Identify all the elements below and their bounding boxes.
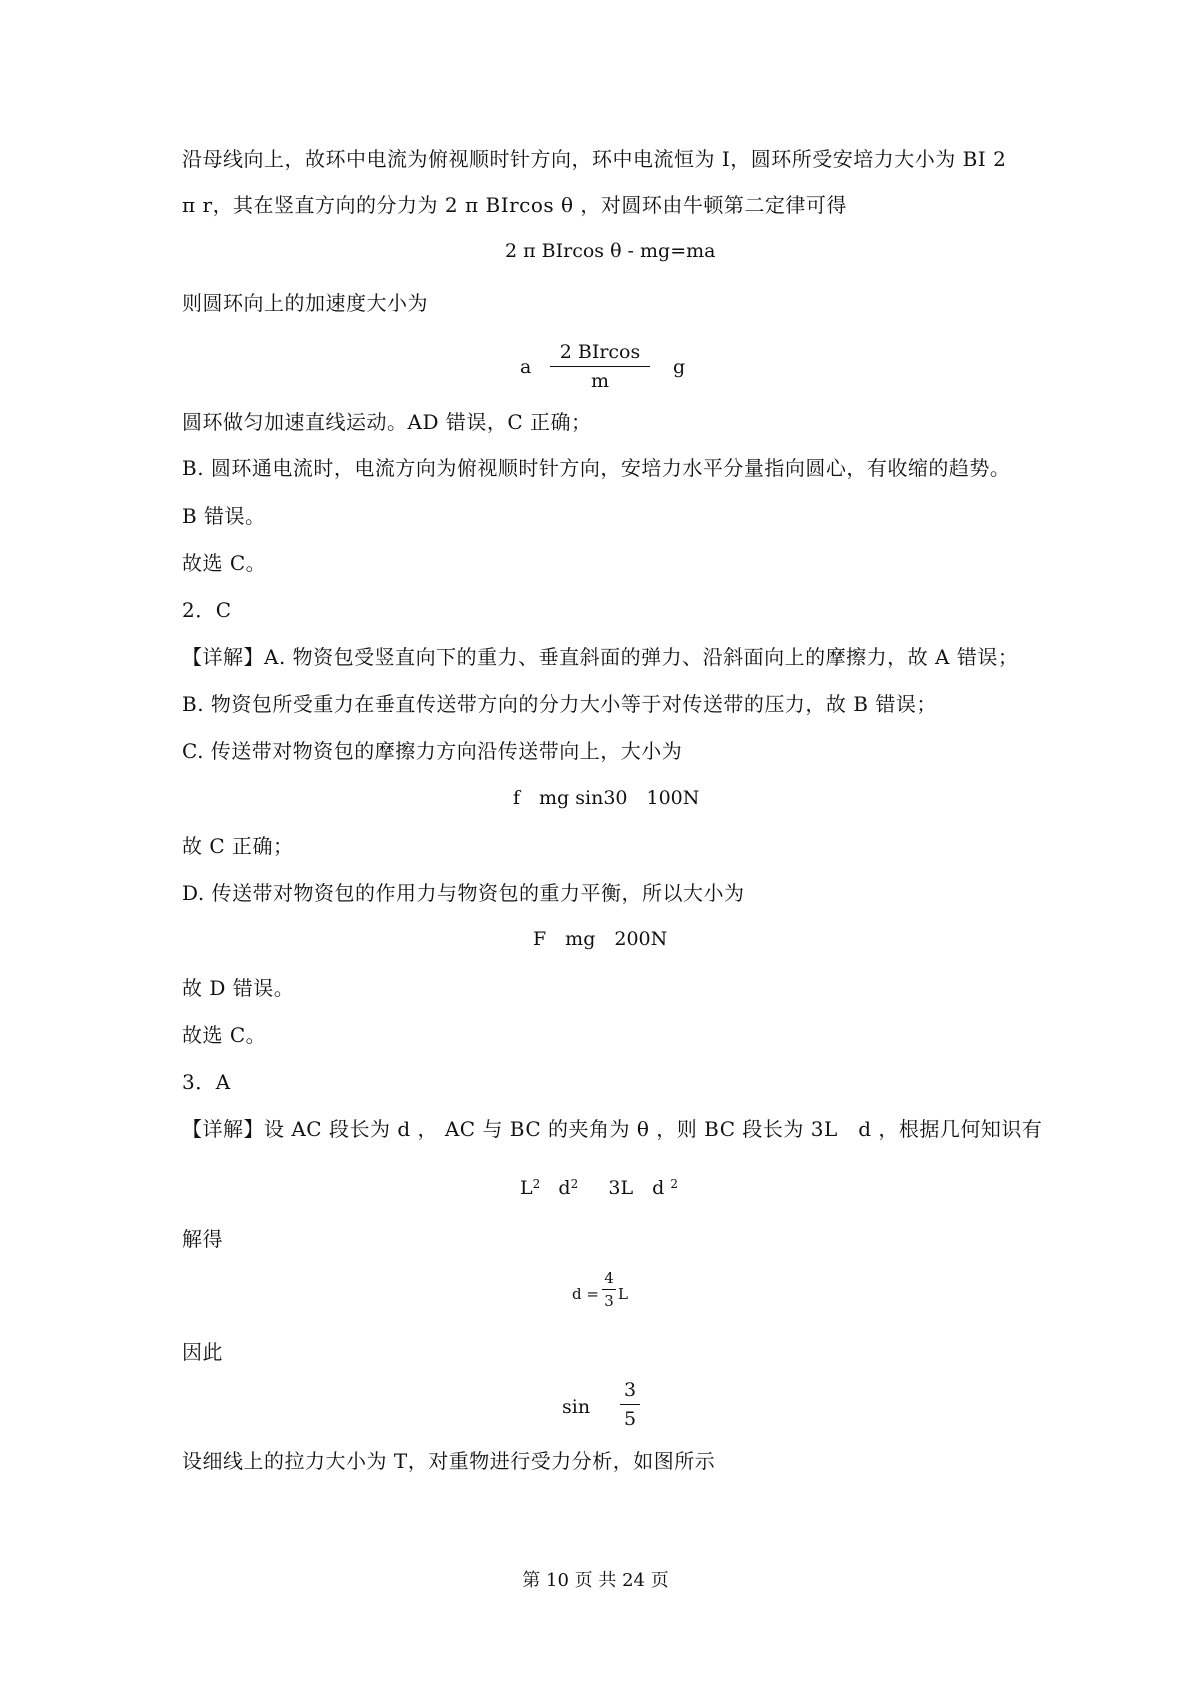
equation-sin-fraction bbox=[620, 1378, 640, 1431]
equation-d-left: d = bbox=[572, 1285, 599, 1303]
text-line: 故选 C。 bbox=[182, 551, 267, 575]
text-line: 故 C 正确； bbox=[182, 834, 294, 858]
equation-accel-fraction bbox=[550, 340, 650, 393]
text-line: B. 物资包所受重力在垂直传送带方向的分力大小等于对传送带的压力，故 B 错误； bbox=[182, 692, 937, 716]
fraction-numerator: 2 BIrcos bbox=[559, 341, 641, 363]
equation-pythagorean bbox=[520, 1172, 678, 1200]
eq-term: L bbox=[520, 1177, 533, 1199]
text-line: C. 传送带对物资包的摩擦力方向沿传送带向上，大小为 bbox=[182, 739, 683, 763]
text-line: 故 D 错误。 bbox=[182, 976, 295, 1000]
fraction-denominator: 5 bbox=[623, 1408, 637, 1430]
text-line: π r，其在竖直方向的分力为 2 π BIrcos θ ，对圆环由牛顿第二定律可得 bbox=[182, 193, 847, 217]
text-line: 【详解】A. 物资包受竖直向下的重力、垂直斜面的弹力、沿斜面向上的摩擦力，故 A 错误； bbox=[182, 645, 1019, 669]
fraction-bar bbox=[602, 1289, 616, 1290]
text-line: B. 圆环通电流时，电流方向为俯视顺时针方向，安培力水平分量指向圆心，有收缩的趋势。 bbox=[182, 456, 1011, 480]
fraction-bar bbox=[550, 366, 650, 367]
eq-term: d bbox=[558, 1177, 571, 1199]
equation-force: F mg 200N bbox=[533, 928, 668, 950]
text-line: 故选 C。 bbox=[182, 1023, 267, 1047]
page-footer: 第 10 页 共 24 页 bbox=[522, 1570, 669, 1591]
eq-term: 3L d bbox=[608, 1177, 665, 1199]
fraction-numerator: 4 bbox=[604, 1269, 614, 1287]
eq-exponent: 2 bbox=[532, 1177, 541, 1191]
equation-friction: f mg sin30 100N bbox=[513, 787, 700, 809]
text-line: 则圆环向上的加速度大小为 bbox=[182, 291, 428, 315]
fraction-bar bbox=[620, 1404, 640, 1405]
equation-d-right: L bbox=[618, 1285, 628, 1303]
text-line: 解得 bbox=[182, 1227, 223, 1251]
answer-number: 2．C bbox=[182, 598, 232, 622]
text-line: 沿母线向上，故环中电流为俯视顺时针方向，环中电流恒为 I，圆环所受安培力大小为 BI 2 bbox=[182, 147, 1007, 171]
eq-exponent: 2 bbox=[570, 1177, 579, 1191]
equation-newton: 2 π BIrcos θ - mg=ma bbox=[505, 240, 716, 262]
text-line: 因此 bbox=[182, 1340, 223, 1364]
text-line: 【详解】设 AC 段长为 d ， AC 与 BC 的夹角为 θ ，则 BC 段长为 3L d ，根据几何知识有 bbox=[182, 1117, 1043, 1141]
equation-sin-left: sin bbox=[562, 1396, 591, 1418]
eq-exponent: 2 bbox=[670, 1177, 678, 1191]
answer-number: 3．A bbox=[182, 1070, 231, 1094]
text-line: 设细线上的拉力大小为 T，对重物进行受力分析，如图所示 bbox=[182, 1449, 716, 1473]
equation-d-fraction bbox=[602, 1268, 616, 1311]
fraction-denominator: m bbox=[590, 370, 610, 392]
text-line: B 错误。 bbox=[182, 504, 266, 528]
text-line: 圆环做匀加速直线运动。AD 错误，C 正确； bbox=[182, 410, 592, 434]
fraction-numerator: 3 bbox=[623, 1379, 637, 1401]
fraction-denominator: 3 bbox=[604, 1292, 614, 1310]
text-line: D. 传送带对物资包的作用力与物资包的重力平衡，所以大小为 bbox=[182, 881, 745, 905]
equation-accel-right: g bbox=[673, 356, 686, 378]
equation-accel-left: a bbox=[520, 356, 532, 378]
